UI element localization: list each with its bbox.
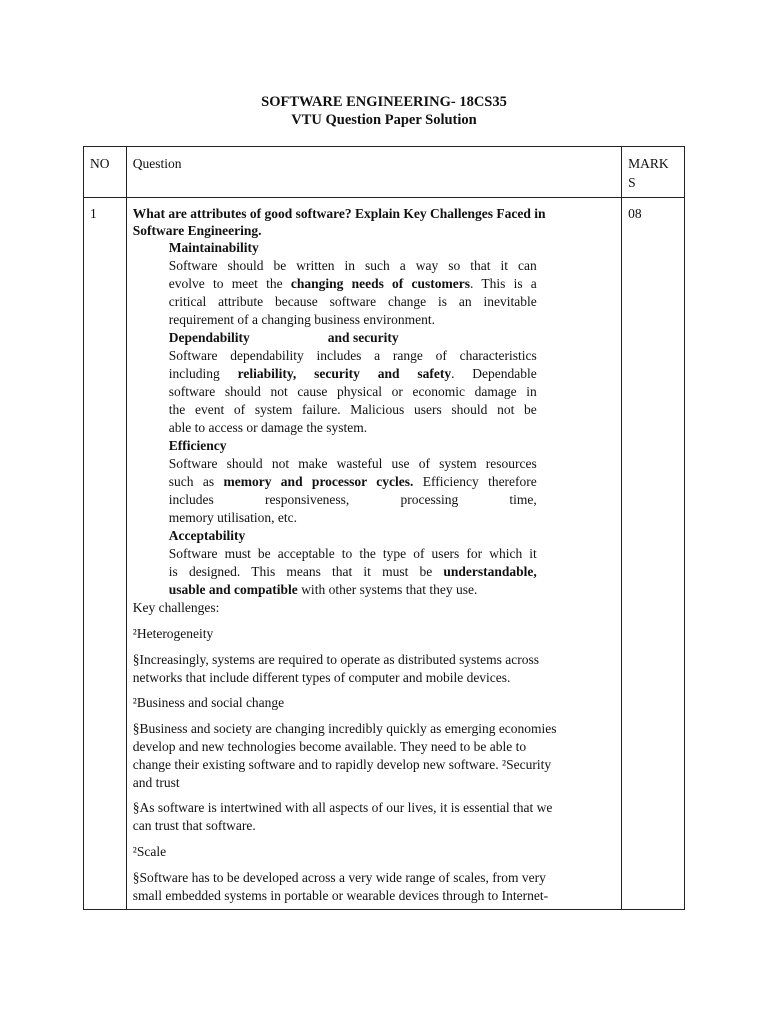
acceptability-line <box>169 563 537 581</box>
document-subtitle: VTU Question Paper Solution <box>291 112 477 128</box>
business-change-text <box>133 720 615 792</box>
header-marks-cell <box>622 147 685 198</box>
maintainability-line: critical attribute because software change is an inevitable <box>168 294 537 309</box>
attribute-acceptability <box>169 527 537 599</box>
business-change-line: and trust <box>132 775 180 790</box>
efficiency-line: Software should not make wasteful use of system resources <box>168 456 537 471</box>
header-marks-line1: MARK <box>628 156 669 171</box>
business-change-line: develop and new technologies become available. They need to be able to <box>132 739 527 754</box>
table-header-row <box>84 147 685 198</box>
efficiency-line <box>169 473 537 491</box>
text-run: Efficiency therefore <box>413 474 537 489</box>
dependability-line: able to access or damage the system. <box>168 420 368 435</box>
business-change-line: §Business and society are changing incredibly quickly as emerging economies <box>132 721 557 736</box>
header-question: Question <box>132 156 182 171</box>
row-marks: 08 <box>628 206 642 221</box>
text-run: with other systems that they use. <box>297 582 478 597</box>
maintainability-line <box>169 275 537 293</box>
attribute-efficiency <box>169 437 537 527</box>
dependability-heading <box>169 329 537 347</box>
security-trust-text <box>133 799 615 835</box>
question-table <box>83 146 685 910</box>
heterogeneity-line: §Increasingly, systems are required to operate as distributed systems across <box>132 652 540 667</box>
text-run: including <box>168 366 238 381</box>
business-change-heading: ²Business and social change <box>132 695 285 710</box>
attribute-dependability <box>169 329 537 437</box>
document-title: SOFTWARE ENGINEERING- 18CS35 <box>261 94 507 110</box>
header-no: NO <box>90 156 110 171</box>
text-run: . Dependable <box>451 366 537 381</box>
row-no-cell <box>84 198 127 910</box>
bold-text-run: changing needs of customers <box>290 276 471 291</box>
efficiency-line: memory utilisation, etc. <box>168 510 298 525</box>
heterogeneity-line: networks that include different types of computer and mobile devices. <box>132 670 511 685</box>
question-title-line1: What are attributes of good software? Explain Key Challenges Faced in <box>132 206 546 221</box>
maintainability-line: requirement of a changing business environment. <box>168 312 435 327</box>
bold-text-run: usable and compatible <box>168 582 298 597</box>
text-run: . This is a <box>470 276 537 291</box>
business-change-line: change their existing software and to rapidly develop new software. ²Security <box>132 757 552 772</box>
text-run: and security <box>327 330 399 345</box>
text-run: Dependability <box>168 330 250 345</box>
efficiency-line: includes responsiveness, processing time, <box>168 492 537 507</box>
acceptability-line <box>169 581 537 599</box>
attribute-maintainability <box>169 239 537 329</box>
question-title-line2: Software Engineering. <box>132 223 262 238</box>
header-marks <box>622 147 684 192</box>
row-question-cell <box>126 198 621 910</box>
dependability-line: Software dependability includes a range of characteristics <box>168 348 537 363</box>
row-marks-cell <box>622 198 685 910</box>
heterogeneity-text <box>133 651 615 687</box>
key-challenges-label: Key challenges: <box>132 600 220 615</box>
bold-text-run: memory and processor cycles. <box>223 474 414 489</box>
scale-line: small embedded systems in portable or wearable devices through to Internet- <box>132 888 549 903</box>
scale-line: §Software has to be developed across a very wide range of scales, from very <box>132 870 546 885</box>
bold-text-run: reliability, security and safety <box>237 366 452 381</box>
question-content <box>127 205 621 905</box>
efficiency-heading: Efficiency <box>168 438 227 453</box>
header-no-cell <box>84 147 127 198</box>
dependability-line: software should not cause physical or economic damage in <box>168 384 537 399</box>
text-run: evolve to meet the <box>168 276 291 291</box>
acceptability-line: Software must be acceptable to the type of users for which it <box>168 546 537 561</box>
heterogeneity-heading: ²Heterogeneity <box>132 626 214 641</box>
text-run: is designed. This means that it must be <box>168 564 444 579</box>
scale-heading: ²Scale <box>132 844 167 859</box>
bold-text-run: understandable, <box>443 564 537 579</box>
header-question-cell <box>126 147 621 198</box>
maintainability-line: Software should be written in such a way so that it can <box>168 258 537 273</box>
dependability-line: the event of system failure. Malicious users should not be <box>168 402 537 417</box>
security-trust-line: can trust that software. <box>132 818 256 833</box>
table-row <box>84 198 685 910</box>
acceptability-heading: Acceptability <box>168 528 246 543</box>
row-no: 1 <box>90 206 97 221</box>
question-title <box>133 205 615 239</box>
dependability-line <box>169 365 537 383</box>
maintainability-heading: Maintainability <box>168 240 259 255</box>
header-marks-line2: S <box>628 175 636 190</box>
text-run: such as <box>168 474 224 489</box>
scale-text <box>133 869 615 905</box>
security-trust-line: §As software is intertwined with all aspects of our lives, it is essential that we <box>132 800 553 815</box>
